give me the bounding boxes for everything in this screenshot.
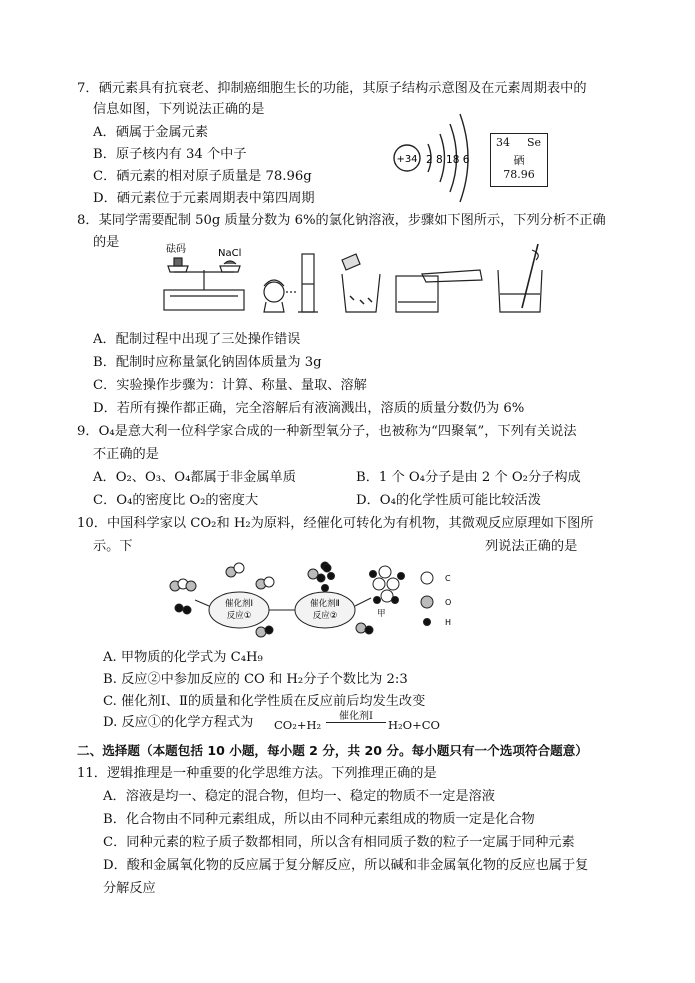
catalyst-1-label: 催化剂Ⅰ	[224, 599, 254, 609]
q7-stem-line1: 7．硒元素具有抗衰老、抑制癌细胞生长的功能，其原子结构示意图及在元素周期表中的	[77, 81, 587, 96]
q7-option-d: D．硒元素位于元素周期表中第四周期	[93, 191, 315, 206]
solution-preparation-figure	[160, 240, 560, 316]
q7-option-a: A．硒属于金属元素	[93, 125, 209, 140]
legend-hydrogen: H	[445, 618, 452, 627]
weights-label: 砝码	[166, 244, 186, 255]
reaction-mechanism-figure	[165, 558, 505, 638]
q9-stem-line1: 9．O₄是意大利一位科学家合成的一种新型氧分子，也被称为“四聚氧”，下列有关说法	[77, 424, 577, 439]
legend-carbon: C	[445, 574, 451, 583]
atomic-mass: 78.96	[503, 168, 535, 181]
reaction-equation	[274, 709, 440, 735]
q11-option-a: A．溶液是均一、稳定的混合物，但均一、稳定的物质不一定是溶液	[103, 789, 495, 804]
equation-catalyst: 催化剂Ⅰ	[339, 711, 373, 722]
atomic-number: 34	[496, 136, 510, 149]
atom-nucleus-label: +34	[396, 154, 418, 165]
q8-option-c: C．实验操作步骤为：计算、称量、量取、溶解	[93, 378, 367, 393]
q10-option-d: D. 反应①的化学方程式为	[103, 715, 254, 730]
q10-stem-line2b: 列说法正确的是	[485, 539, 578, 554]
q10-option-b: B. 反应②中参加反应的 CO 和 H₂分子个数比为 2:3	[103, 672, 408, 687]
q11-option-d-line1: D．酸和金属氧化物的反应属于复分解反应，所以碱和非金属氧化物的反应也属于复	[103, 858, 589, 873]
q9-option-c: C．O₄的密度比 O₂的密度大	[93, 493, 259, 508]
equation-arrow-line	[326, 722, 386, 723]
equation-products: H₂O+CO	[388, 718, 440, 732]
q7-option-b: B．原子核内有 34 个中子	[93, 147, 247, 162]
q8-stem-line1: 8．某同学需要配制 50g 质量分数为 6%的氯化钠溶液，步骤如下图所示，下列分析不正确	[77, 213, 606, 228]
selenium-atom-diagram	[388, 110, 498, 206]
q9-stem-line2: 不正确的是	[93, 447, 159, 462]
q11-option-d-line2: 分解反应	[103, 881, 156, 896]
q8-option-b: B．配制时应称量氯化钠固体质量为 3g	[93, 355, 322, 370]
equation-reactants: CO₂+H₂	[274, 718, 322, 732]
section-2-heading: 二、选择题（本题包括 10 小题，每小题 2 分，共 20 分。每小题只有一个选项符合题意）	[77, 743, 588, 758]
q8-option-a: A．配制过程中出现了三处操作错误	[93, 332, 301, 347]
q9-option-a: A．O₂、O₃、O₄都属于非金属单质	[93, 470, 296, 485]
reaction-1-label: 反应①	[226, 611, 252, 621]
q7-option-c: C．硒元素的相对原子质量是 78.96g	[93, 169, 312, 184]
product-label: 甲	[377, 609, 386, 619]
element-name: 硒	[513, 154, 525, 167]
catalyst-2-label: 催化剂Ⅱ	[310, 599, 340, 609]
element-symbol: Se	[526, 136, 541, 149]
nacl-label: NaCl	[218, 248, 242, 259]
q10-stem-line1: 10．中国科学家以 CO₂和 H₂为原料，经催化可转化为有机物，其微观反应原理如下图所	[77, 516, 594, 531]
q7-stem-line2: 信息如图，下列说法正确的是	[93, 102, 265, 117]
q9-option-d: D．O₄的化学性质可能比较活泼	[356, 493, 541, 508]
q10-stem-line2a: 示。下	[93, 539, 133, 554]
q8-option-d: D．若所有操作都正确，完全溶解后有液滴溅出，溶质的质量分数仍为 6%	[93, 401, 525, 416]
reaction-2-label: 反应②	[312, 611, 338, 621]
atom-shells-label: 2 8 18 6	[426, 154, 470, 166]
q9-option-b: B．1 个 O₄分子是由 2 个 O₂分子构成	[356, 470, 581, 485]
periodic-table-cell	[490, 133, 548, 187]
q11-option-c: C．同种元素的粒子质子数都相同，所以含有相同质子数的粒子一定属于同种元素	[103, 835, 575, 850]
q10-option-a: A. 甲物质的化学式为 C₄H₉	[103, 650, 263, 665]
legend-oxygen: O	[445, 598, 452, 607]
q8-stem-line2: 的是	[93, 235, 120, 250]
q11-stem: 11．逻辑推理是一种重要的化学思维方法。下列推理正确的是	[77, 766, 437, 781]
q10-option-c: C. 催化剂Ⅰ、Ⅱ的质量和化学性质在反应前后均发生改变	[103, 694, 426, 709]
q11-option-b: B．化合物由不同种元素组成，所以由不同种元素组成的物质一定是化合物	[103, 812, 535, 827]
